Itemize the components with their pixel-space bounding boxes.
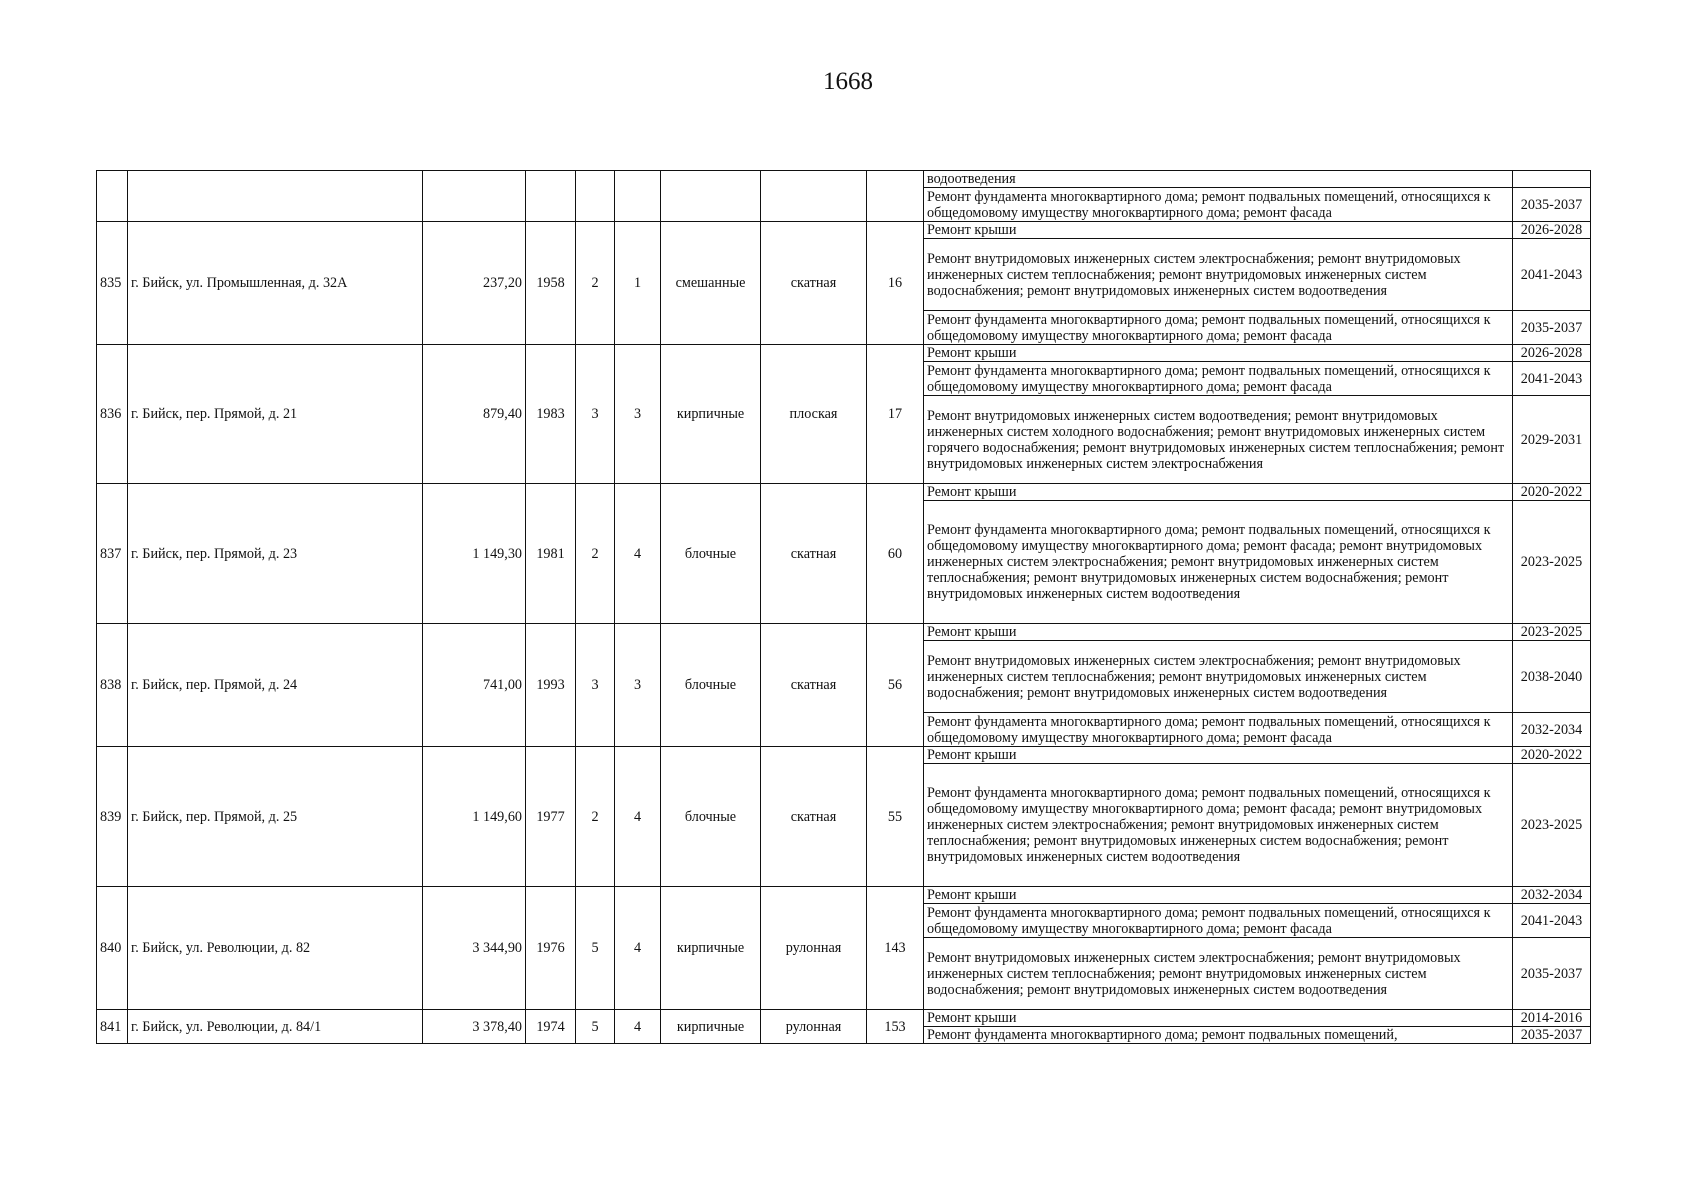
residents-cell: 56 <box>867 624 924 747</box>
residents-cell: 55 <box>867 747 924 887</box>
roof-type-cell: скатная <box>761 222 867 345</box>
period-cell: 2041-2043 <box>1513 239 1591 311</box>
entrances-cell: 4 <box>615 1010 661 1044</box>
roof-type-cell: скатная <box>761 747 867 887</box>
empty-cell <box>526 171 576 222</box>
build-year-cell: 1983 <box>526 345 576 484</box>
work-cell: Ремонт внутридомовых инженерных систем электроснабжения; ремонт внутридомовых инженерных систем теплоснабжения; ремонт внутридомовых инженерных систем водоснабжения; ремонт внутридомовых инженерных систем водоотведения <box>924 938 1513 1010</box>
work-cell: Ремонт фундамента многоквартирного дома; ремонт подвальных помещений, относящихся к общедомовому имуществу многоквартирного дома; ремонт фасада <box>924 362 1513 396</box>
floors-cell: 5 <box>576 887 615 1010</box>
row-number-cell: 840 <box>97 887 128 1010</box>
period-cell: 2035-2037 <box>1513 1027 1591 1044</box>
period-cell: 2020-2022 <box>1513 484 1591 501</box>
table-row <box>97 484 1591 501</box>
wall-material-cell: блочные <box>661 624 761 747</box>
entrances-cell: 3 <box>615 345 661 484</box>
row-number-cell: 836 <box>97 345 128 484</box>
area-cell: 1 149,30 <box>423 484 526 624</box>
entrances-cell: 4 <box>615 747 661 887</box>
area-cell: 3 378,40 <box>423 1010 526 1044</box>
work-cell: Ремонт крыши <box>924 747 1513 764</box>
period-cell: 2023-2025 <box>1513 764 1591 887</box>
table-body <box>97 171 1591 1044</box>
entrances-cell: 1 <box>615 222 661 345</box>
build-year-cell: 1976 <box>526 887 576 1010</box>
period-cell: 2014-2016 <box>1513 1010 1591 1027</box>
period-cell <box>1513 171 1591 188</box>
residents-cell: 16 <box>867 222 924 345</box>
wall-material-cell: смешанные <box>661 222 761 345</box>
floors-cell: 3 <box>576 624 615 747</box>
table-row <box>97 345 1591 362</box>
area-cell: 1 149,60 <box>423 747 526 887</box>
address-cell: г. Бийск, ул. Промышленная, д. 32А <box>128 222 423 345</box>
area-cell: 879,40 <box>423 345 526 484</box>
entrances-cell: 4 <box>615 887 661 1010</box>
work-cell: Ремонт внутридомовых инженерных систем электроснабжения; ремонт внутридомовых инженерных систем теплоснабжения; ремонт внутридомовых инженерных систем водоснабжения; ремонт внутридомовых инженерных систем водоотведения <box>924 239 1513 311</box>
area-cell: 3 344,90 <box>423 887 526 1010</box>
roof-type-cell: рулонная <box>761 1010 867 1044</box>
floors-cell: 2 <box>576 747 615 887</box>
period-cell: 2038-2040 <box>1513 641 1591 713</box>
wall-material-cell: кирпичные <box>661 887 761 1010</box>
area-cell: 237,20 <box>423 222 526 345</box>
build-year-cell: 1958 <box>526 222 576 345</box>
row-number-cell: 837 <box>97 484 128 624</box>
address-cell: г. Бийск, ул. Революции, д. 84/1 <box>128 1010 423 1044</box>
address-cell: г. Бийск, пер. Прямой, д. 24 <box>128 624 423 747</box>
work-cell: Ремонт крыши <box>924 345 1513 362</box>
roof-type-cell: скатная <box>761 484 867 624</box>
row-number-cell: 838 <box>97 624 128 747</box>
work-cell: Ремонт крыши <box>924 887 1513 904</box>
work-cell: Ремонт фундамента многоквартирного дома; ремонт подвальных помещений, относящихся к общедомовому имуществу многоквартирного дома; ремонт фасада <box>924 311 1513 345</box>
period-cell: 2035-2037 <box>1513 938 1591 1010</box>
floors-cell: 2 <box>576 222 615 345</box>
empty-cell <box>576 171 615 222</box>
empty-cell <box>615 171 661 222</box>
wall-material-cell: блочные <box>661 747 761 887</box>
period-cell: 2026-2028 <box>1513 345 1591 362</box>
empty-cell <box>97 171 128 222</box>
work-cell: Ремонт крыши <box>924 624 1513 641</box>
work-cell: Ремонт фундамента многоквартирного дома; ремонт подвальных помещений, относящихся к общедомовому имуществу многоквартирного дома; ремонт фасада; ремонт внутридомовых инженерных систем электроснабжения; ремонт внутридомовых инженерных систем теплоснабжения; ремонт внутридомовых инженерных систем водоснабжения; ремонт внутридомовых инженерных систем водоотведения <box>924 764 1513 887</box>
residents-cell: 143 <box>867 887 924 1010</box>
empty-cell <box>423 171 526 222</box>
residents-cell: 60 <box>867 484 924 624</box>
empty-cell <box>761 171 867 222</box>
address-cell: г. Бийск, пер. Прямой, д. 23 <box>128 484 423 624</box>
period-cell: 2029-2031 <box>1513 396 1591 484</box>
wall-material-cell: блочные <box>661 484 761 624</box>
table-row <box>97 887 1591 904</box>
work-cell: Ремонт фундамента многоквартирного дома; ремонт подвальных помещений, относящихся к общедомовому имуществу многоквартирного дома; ремонт фасада; ремонт внутридомовых инженерных систем электроснабжения; ремонт внутридомовых инженерных систем теплоснабжения; ремонт внутридомовых инженерных систем водоснабжения; ремонт внутридомовых инженерных систем водоотведения <box>924 501 1513 624</box>
period-cell: 2041-2043 <box>1513 362 1591 396</box>
entrances-cell: 4 <box>615 484 661 624</box>
period-cell: 2032-2034 <box>1513 887 1591 904</box>
work-cell: Ремонт крыши <box>924 484 1513 501</box>
row-number-cell: 835 <box>97 222 128 345</box>
table-row <box>97 624 1591 641</box>
continuation-row <box>97 171 1591 188</box>
floors-cell: 5 <box>576 1010 615 1044</box>
wall-material-cell: кирпичные <box>661 1010 761 1044</box>
period-cell: 2020-2022 <box>1513 747 1591 764</box>
address-cell: г. Бийск, пер. Прямой, д. 21 <box>128 345 423 484</box>
address-cell: г. Бийск, пер. Прямой, д. 25 <box>128 747 423 887</box>
build-year-cell: 1993 <box>526 624 576 747</box>
row-number-cell: 839 <box>97 747 128 887</box>
build-year-cell: 1977 <box>526 747 576 887</box>
period-cell: 2041-2043 <box>1513 904 1591 938</box>
page-number: 1668 <box>823 68 873 95</box>
work-cell: водоотведения <box>924 171 1513 188</box>
period-cell: 2026-2028 <box>1513 222 1591 239</box>
empty-cell <box>867 171 924 222</box>
table-row <box>97 747 1591 764</box>
entrances-cell: 3 <box>615 624 661 747</box>
work-cell: Ремонт крыши <box>924 222 1513 239</box>
empty-cell <box>661 171 761 222</box>
address-cell: г. Бийск, ул. Революции, д. 82 <box>128 887 423 1010</box>
row-number-cell: 841 <box>97 1010 128 1044</box>
work-cell: Ремонт фундамента многоквартирного дома; ремонт подвальных помещений, относящихся к общедомовому имуществу многоквартирного дома; ремонт фасада <box>924 188 1513 222</box>
roof-type-cell: плоская <box>761 345 867 484</box>
period-cell: 2035-2037 <box>1513 188 1591 222</box>
period-cell: 2032-2034 <box>1513 713 1591 747</box>
work-cell: Ремонт фундамента многоквартирного дома; ремонт подвальных помещений, относящихся к общедомовому имуществу многоквартирного дома; ремонт фасада <box>924 713 1513 747</box>
work-cell: Ремонт фундамента многоквартирного дома; ремонт подвальных помещений, относящихся к общедомовому имуществу многоквартирного дома; ремонт фасада <box>924 904 1513 938</box>
wall-material-cell: кирпичные <box>661 345 761 484</box>
work-cell: Ремонт внутридомовых инженерных систем электроснабжения; ремонт внутридомовых инженерных систем теплоснабжения; ремонт внутридомовых инженерных систем водоснабжения; ремонт внутридомовых инженерных систем водоотведения <box>924 641 1513 713</box>
roof-type-cell: скатная <box>761 624 867 747</box>
repair-schedule-table <box>96 170 1591 1044</box>
residents-cell: 153 <box>867 1010 924 1044</box>
roof-type-cell: рулонная <box>761 887 867 1010</box>
period-cell: 2035-2037 <box>1513 311 1591 345</box>
empty-cell <box>128 171 423 222</box>
build-year-cell: 1981 <box>526 484 576 624</box>
work-cell: Ремонт внутридомовых инженерных систем водоотведения; ремонт внутридомовых инженерных систем холодного водоснабжения; ремонт внутридомовых инженерных систем горячего водоснабжения; ремонт внутридомовых инженерных систем теплоснабжения; ремонт внутридомовых инженерных систем электроснабжения <box>924 396 1513 484</box>
period-cell: 2023-2025 <box>1513 501 1591 624</box>
floors-cell: 2 <box>576 484 615 624</box>
table-row <box>97 1010 1591 1027</box>
residents-cell: 17 <box>867 345 924 484</box>
floors-cell: 3 <box>576 345 615 484</box>
work-cell: Ремонт крыши <box>924 1010 1513 1027</box>
build-year-cell: 1974 <box>526 1010 576 1044</box>
area-cell: 741,00 <box>423 624 526 747</box>
period-cell: 2023-2025 <box>1513 624 1591 641</box>
table-row <box>97 222 1591 239</box>
work-cell: Ремонт фундамента многоквартирного дома; ремонт подвальных помещений, <box>924 1027 1513 1044</box>
